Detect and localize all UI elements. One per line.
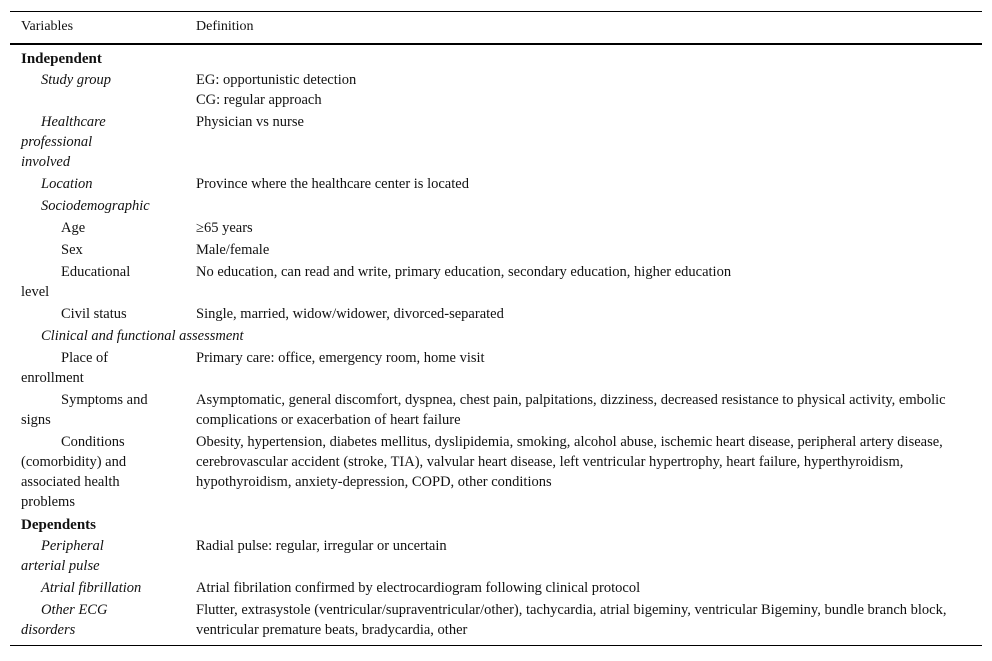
definition-location: Province where the healthcare center is located	[196, 176, 469, 192]
table-row	[10, 240, 982, 260]
table-row	[10, 600, 982, 640]
variables-table	[10, 11, 982, 646]
variable-healthcare-professional: Healthcare professional involved	[21, 114, 106, 170]
section-independent: Independent	[21, 51, 102, 67]
definition-sex: Male/female	[196, 242, 270, 258]
table-body	[10, 48, 982, 645]
definition-civil-status: Single, married, widow/widower, divorced-separated	[196, 306, 504, 322]
table-header	[10, 12, 982, 45]
definition-peripheral-pulse: Radial pulse: regular, irregular or uncertain	[196, 538, 447, 554]
table-row	[10, 536, 982, 576]
table-row	[10, 578, 982, 598]
definition-place-of-enrollment: Primary care: office, emergency room, home visit	[196, 350, 485, 366]
definition-educational-level: No education, can read and write, primary education, secondary education, higher education	[196, 264, 732, 280]
header-variables: Variables	[21, 19, 74, 34]
variable-age: Age	[61, 220, 86, 236]
definition-line: EG: opportunistic detection	[196, 72, 357, 88]
table-row	[10, 70, 982, 110]
definition-other-ecg: Flutter, extrasystole (ventricular/supraventricular/other), tachycardia, atrial bigeminy, ventricular Bigeminy, bundle branch block, ventricular premature beats, bradycardia, other	[196, 602, 947, 638]
variable-civil-status: Civil status	[61, 306, 127, 322]
definition-conditions: Obesity, hypertension, diabetes mellitus, dyslipidemia, smoking, alcohol abuse, ischemic heart disease, peripheral artery disease, cerebrovascular accident (stroke, TIA), valvular heart disease, left ventricular hypertrophy, heart failure, hyperthyroidism, hypothyroidism, anxiety-depression, COPD, other conditions	[196, 434, 943, 490]
table-row	[10, 174, 982, 194]
variable-educational-level: Educational level	[21, 264, 131, 300]
variable-clinical-assessment: Clinical and functional assessment	[41, 328, 244, 344]
header-definition: Definition	[196, 19, 254, 34]
table-row	[10, 196, 982, 216]
definition-line: CG: regular approach	[196, 92, 322, 108]
variable-conditions: Conditions (comorbidity) and associated health problems	[21, 434, 127, 510]
variable-place-of-enrollment: Place of enrollment	[21, 350, 109, 386]
variable-study-group: Study group	[41, 72, 111, 88]
variable-other-ecg: Other ECG disorders	[21, 602, 108, 638]
table-row	[10, 112, 982, 172]
section-dependents: Dependents	[21, 517, 97, 533]
variable-symptoms-signs: Symptoms and signs	[21, 392, 148, 428]
table-row	[10, 218, 982, 238]
table-row	[10, 326, 982, 346]
table-row	[10, 390, 982, 430]
definition-age: ≥65 years	[196, 220, 253, 236]
table-row	[10, 262, 982, 302]
definition-atrial-fibrillation: Atrial fibrilation confirmed by electrocardiogram following clinical protocol	[196, 580, 641, 596]
table-row	[10, 348, 982, 388]
definition-study-group	[196, 70, 982, 110]
variable-peripheral-pulse: Peripheral arterial pulse	[21, 538, 104, 574]
variable-sex: Sex	[61, 242, 83, 258]
table-row	[10, 304, 982, 324]
definition-healthcare-professional: Physician vs nurse	[196, 114, 304, 130]
variable-atrial-fibrillation: Atrial fibrillation	[41, 580, 142, 596]
table-row	[10, 432, 982, 512]
definition-symptoms-signs: Asymptomatic, general discomfort, dyspnea, chest pain, palpitations, dizziness, decreased resistance to physical activity, embolic complications or exacerbation of heart failure	[196, 392, 946, 428]
variable-location: Location	[41, 176, 93, 192]
variable-sociodemographic: Sociodemographic	[41, 198, 150, 214]
